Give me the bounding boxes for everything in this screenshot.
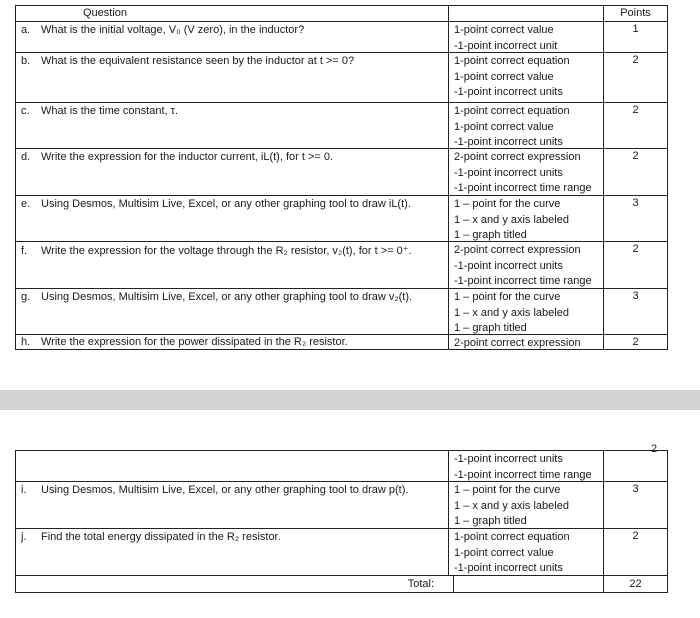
question-text: j. Find the total energy dissipated in the R₂ resistor. [21,531,281,543]
column-divider [603,5,604,349]
criteria-list: 1 – point for the curve 1 – x and y axis labeled 1 – graph titled [454,291,569,334]
table-row [15,241,668,288]
points-value: 1 [632,23,639,35]
question-text: f. Write the expression for the voltage through the R₂ resistor, v₂(t), for t >= 0⁺. [21,245,412,257]
question-text: i. Using Desmos, Multisim Live, Excel, or any other graphing tool to draw p(t). [21,484,409,496]
table-row [15,21,668,52]
header-points: Points [620,7,651,19]
points-value: 2 [632,150,639,162]
table-row [15,102,668,148]
table-row [15,481,668,528]
table-row [15,334,668,349]
table-row [15,148,668,195]
points-value: 2 [632,243,639,255]
question-text: b. What is the equivalent resistance seen by the inductor at t >= 0? [21,55,355,67]
criteria-list: 1-point correct equation 1-point correct value -1-point incorrect units [454,531,570,574]
column-divider [448,5,449,349]
criteria-list: 1-point correct value -1-point incorrect unit [454,24,558,52]
points-value: 2 [632,530,639,542]
table-row [15,528,668,575]
table-row [15,288,668,334]
table-header-row [15,5,668,21]
column-divider [448,450,449,575]
total-row [15,575,668,592]
page-break [0,390,700,410]
total-label: Total: [407,578,434,590]
table-border-left [15,450,16,592]
question-text: c. What is the time constant, τ. [21,105,179,117]
points-value: 2 [632,54,639,66]
total-points: 22 [629,578,642,590]
question-text: h. Write the expression for the power dissipated in the R₂ resistor. [21,336,348,348]
points-value: 3 [632,290,639,302]
table-border-left [15,5,16,349]
table-row [15,52,668,102]
rubric-table-bottom [15,450,668,593]
table-row [15,195,668,241]
question-text: g. Using Desmos, Multisim Live, Excel, or any other graphing tool to draw v₂(t). [21,291,413,303]
table-border-right [667,5,668,349]
criteria-list: 1 – point for the curve 1 – x and y axis labeled 1 – graph titled [454,198,569,241]
table-border-right [667,450,668,592]
question-text: e. Using Desmos, Multisim Live, Excel, or any other graphing tool to draw iL(t). [21,198,411,210]
header-question: Question [83,7,128,19]
question-text: a. What is the initial voltage, V₀ (V zero), in the inductor? [21,24,305,36]
points-value: 3 [632,483,639,495]
points-value: 3 [632,197,639,209]
points-value: 2 [632,104,639,116]
question-text: d. Write the expression for the inductor current, iL(t), for t >= 0. [21,151,334,163]
table-row-continued [15,450,668,481]
criteria-list: 1-point correct equation 1-point correct value -1-point incorrect units [454,105,570,148]
criteria-list: -1-point incorrect units -1-point incorrect time range [454,453,592,481]
column-divider [603,450,604,592]
rubric-table-top [15,5,668,350]
points-value: 2 [632,336,639,348]
criteria-list: 2-point correct expression [454,337,581,349]
criteria-list: 2-point correct expression -1-point incorrect units -1-point incorrect time range [454,244,592,287]
criteria-list: 1 – point for the curve 1 – x and y axis labeled 1 – graph titled [454,484,569,527]
criteria-list: 1-point correct equation 1-point correct value -1-point incorrect units [454,55,570,98]
column-divider [453,575,454,592]
page-number: 2 [651,443,658,455]
criteria-list: 2-point correct expression -1-point incorrect units -1-point incorrect time range [454,151,592,194]
